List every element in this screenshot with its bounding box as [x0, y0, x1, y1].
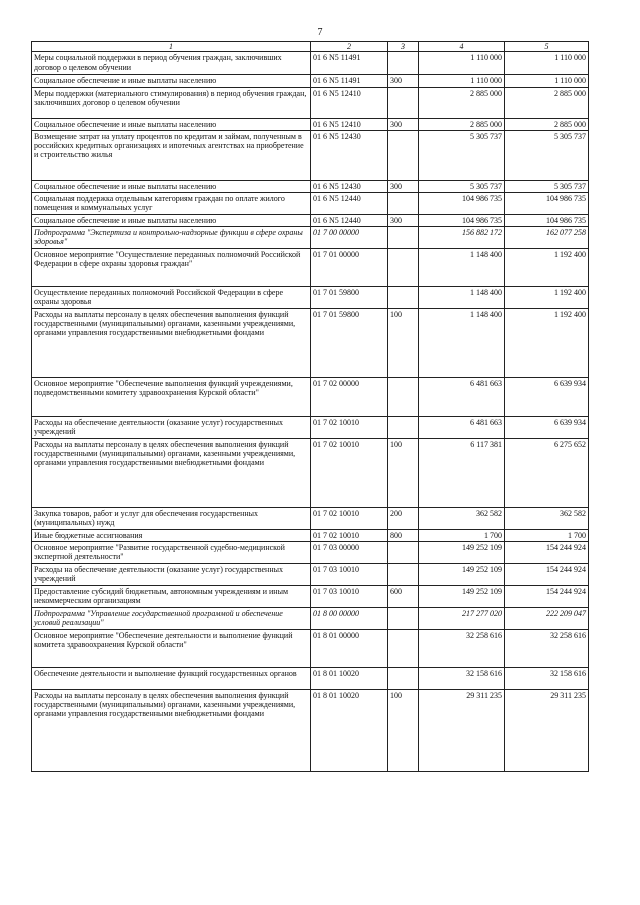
row-code-cell: 01 7 01 59800: [311, 286, 388, 308]
table-body: [32, 52, 589, 771]
row-name-cell: Социальное обеспечение и иные выплаты населению: [32, 118, 311, 130]
row-amount-2-cell: 32 258 616: [505, 629, 589, 667]
row-amount-2-cell: 6 639 934: [505, 416, 589, 438]
row-amount-2-cell: 1 192 400: [505, 248, 589, 286]
row-amount-2-cell: 32 158 616: [505, 667, 589, 689]
row-amount-1-cell: 217 277 020: [419, 607, 505, 629]
row-expense-type-cell: [388, 52, 419, 75]
table-row: [32, 214, 589, 226]
column-header-expense-type: 3: [388, 42, 419, 52]
row-name-cell: Основное мероприятие "Развитие государственной судебно-медицинской экспертной деятельности": [32, 541, 311, 563]
column-header-code: 2: [311, 42, 388, 52]
column-header-name: 1: [32, 42, 311, 52]
row-expense-type-cell: [388, 227, 419, 249]
row-code-cell: 01 8 01 10020: [311, 667, 388, 689]
row-amount-1-cell: 2 885 000: [419, 87, 505, 118]
table-row: [32, 629, 589, 667]
row-name-cell: Расходы на обеспечение деятельности (оказание услуг) государственных учреждений: [32, 416, 311, 438]
row-amount-1-cell: 32 258 616: [419, 629, 505, 667]
row-name-cell: Расходы на обеспечение деятельности (оказание услуг) государственных учреждений: [32, 563, 311, 585]
row-amount-2-cell: 104 986 735: [505, 193, 589, 215]
row-expense-type-cell: 100: [388, 689, 419, 771]
table-row: [32, 607, 589, 629]
table-row: [32, 248, 589, 286]
row-amount-1-cell: 32 158 616: [419, 667, 505, 689]
row-name-cell: Основное мероприятие "Обеспечение деятельности и выполнение функций комитета здравоохранения Курской области": [32, 629, 311, 667]
row-amount-2-cell: 1 700: [505, 529, 589, 541]
row-code-cell: 01 6 N5 11491: [311, 75, 388, 87]
row-code-cell: 01 6 N5 12440: [311, 193, 388, 215]
row-amount-1-cell: 1 110 000: [419, 75, 505, 87]
row-amount-2-cell: 29 311 235: [505, 689, 589, 771]
column-header-amount-2: 5: [505, 42, 589, 52]
row-name-cell: Расходы на выплаты персоналу в целях обеспечения выполнения функций государственными (муниципальными) органами, казенными учреждениями, органами управления государственными внебюджетными фондами: [32, 438, 311, 507]
table-row: [32, 52, 589, 75]
row-amount-2-cell: 104 986 735: [505, 214, 589, 226]
row-name-cell: Расходы на выплаты персоналу в целях обеспечения выполнения функций государственными (муниципальными) органами, казенными учреждениями, органами управления государственными внебюджетными фондами: [32, 689, 311, 771]
row-code-cell: 01 6 N5 11491: [311, 52, 388, 75]
row-expense-type-cell: [388, 541, 419, 563]
row-code-cell: 01 8 01 00000: [311, 629, 388, 667]
row-amount-2-cell: 222 209 047: [505, 607, 589, 629]
table-row: [32, 585, 589, 607]
row-expense-type-cell: [388, 130, 419, 180]
table-row: [32, 541, 589, 563]
table-row: [32, 286, 589, 308]
row-code-cell: 01 8 01 10020: [311, 689, 388, 771]
row-name-cell: Основное мероприятие "Обеспечение выполнения функций учреждениями, подведомственными комитету здравоохранения Курской области": [32, 377, 311, 416]
column-header-amount-1: 4: [419, 42, 505, 52]
row-amount-1-cell: 149 252 109: [419, 541, 505, 563]
row-amount-1-cell: 1 148 400: [419, 248, 505, 286]
row-code-cell: 01 7 01 00000: [311, 248, 388, 286]
row-amount-2-cell: 6 639 934: [505, 377, 589, 416]
table-row: [32, 529, 589, 541]
row-amount-1-cell: 156 882 172: [419, 227, 505, 249]
table-row: [32, 227, 589, 249]
row-expense-type-cell: 300: [388, 75, 419, 87]
row-code-cell: 01 6 N5 12430: [311, 180, 388, 192]
row-name-cell: Обеспечение деятельности и выполнение функций государственных органов: [32, 667, 311, 689]
row-name-cell: Подпрограмма "Экспертиза и контрольно-надзорные функции в сфере охраны здоровья": [32, 227, 311, 249]
table-row: [32, 130, 589, 180]
row-amount-2-cell: 154 244 924: [505, 563, 589, 585]
table-row: [32, 180, 589, 192]
row-expense-type-cell: [388, 377, 419, 416]
row-amount-2-cell: 2 885 000: [505, 118, 589, 130]
row-expense-type-cell: 800: [388, 529, 419, 541]
row-amount-1-cell: 2 885 000: [419, 118, 505, 130]
row-amount-1-cell: 5 305 737: [419, 180, 505, 192]
row-name-cell: Предоставление субсидий бюджетным, автономным учреждениям и иным некоммерческим организациям: [32, 585, 311, 607]
table-row: [32, 75, 589, 87]
page-number: 7: [317, 27, 323, 38]
row-amount-1-cell: 149 252 109: [419, 563, 505, 585]
row-expense-type-cell: [388, 667, 419, 689]
row-expense-type-cell: [388, 193, 419, 215]
row-name-cell: Основное мероприятие "Осуществление переданных полномочий Российской Федерации в сфере охраны здоровья граждан": [32, 248, 311, 286]
row-code-cell: 01 7 03 00000: [311, 541, 388, 563]
row-name-cell: Меры поддержки (материального стимулирования) в период обучения граждан, заключивших договор о целевом обучении: [32, 87, 311, 118]
table-row: [32, 193, 589, 215]
table-row: [32, 87, 589, 118]
row-code-cell: 01 7 03 10010: [311, 563, 388, 585]
table-row: [32, 507, 589, 529]
row-expense-type-cell: [388, 416, 419, 438]
row-name-cell: Социальная поддержка отдельным категориям граждан по оплате жилого помещения и коммунальных услуг: [32, 193, 311, 215]
row-code-cell: 01 7 02 10010: [311, 438, 388, 507]
row-amount-2-cell: 2 885 000: [505, 87, 589, 118]
row-expense-type-cell: [388, 563, 419, 585]
row-name-cell: Закупка товаров, работ и услуг для обеспечения государственных (муниципальных) нужд: [32, 507, 311, 529]
row-expense-type-cell: [388, 286, 419, 308]
row-amount-2-cell: 154 244 924: [505, 541, 589, 563]
row-amount-2-cell: 1 192 400: [505, 308, 589, 377]
row-name-cell: Осуществление переданных полномочий Российской Федерации в сфере охраны здоровья: [32, 286, 311, 308]
budget-table: [31, 41, 589, 772]
row-amount-1-cell: 104 986 735: [419, 193, 505, 215]
row-amount-2-cell: 5 305 737: [505, 180, 589, 192]
row-code-cell: 01 7 01 59800: [311, 308, 388, 377]
row-amount-1-cell: 362 582: [419, 507, 505, 529]
row-amount-2-cell: 1 192 400: [505, 286, 589, 308]
row-expense-type-cell: 300: [388, 118, 419, 130]
row-amount-1-cell: 6 481 663: [419, 416, 505, 438]
table-row: [32, 308, 589, 377]
table-row: [32, 438, 589, 507]
row-expense-type-cell: 100: [388, 308, 419, 377]
row-name-cell: Расходы на выплаты персоналу в целях обеспечения выполнения функций государственными (муниципальными) органами, казенными учреждениями, органами управления государственными внебюджетными фондами: [32, 308, 311, 377]
table-row: [32, 689, 589, 771]
row-amount-1-cell: 104 986 735: [419, 214, 505, 226]
row-name-cell: Иные бюджетные ассигнования: [32, 529, 311, 541]
row-name-cell: Социальное обеспечение и иные выплаты населению: [32, 180, 311, 192]
row-amount-1-cell: 6 117 381: [419, 438, 505, 507]
row-name-cell: Подпрограмма "Управление государственной программой и обеспечение условий реализации": [32, 607, 311, 629]
row-amount-2-cell: 6 275 652: [505, 438, 589, 507]
row-code-cell: 01 6 N5 12440: [311, 214, 388, 226]
table-row: [32, 416, 589, 438]
row-expense-type-cell: 100: [388, 438, 419, 507]
table-row: [32, 377, 589, 416]
row-name-cell: Возмещение затрат на уплату процентов по кредитам и займам, полученным в российских кредитных организациях и ипотечных агентствах на приобретение и строительство жилья: [32, 130, 311, 180]
row-code-cell: 01 6 N5 12410: [311, 87, 388, 118]
row-expense-type-cell: [388, 248, 419, 286]
row-name-cell: Социальное обеспечение и иные выплаты населению: [32, 214, 311, 226]
row-name-cell: Меры социальной поддержки в период обучения граждан, заключивших договор о целевом обучении: [32, 52, 311, 75]
row-expense-type-cell: [388, 607, 419, 629]
row-expense-type-cell: 300: [388, 180, 419, 192]
row-code-cell: 01 6 N5 12430: [311, 130, 388, 180]
table-header-row: [32, 42, 589, 52]
row-amount-2-cell: 1 110 000: [505, 75, 589, 87]
row-code-cell: 01 7 02 10010: [311, 529, 388, 541]
row-code-cell: 01 7 03 10010: [311, 585, 388, 607]
row-code-cell: 01 7 02 10010: [311, 416, 388, 438]
row-name-cell: Социальное обеспечение и иные выплаты населению: [32, 75, 311, 87]
table-row: [32, 563, 589, 585]
row-amount-1-cell: 1 700: [419, 529, 505, 541]
row-amount-1-cell: 5 305 737: [419, 130, 505, 180]
row-expense-type-cell: 600: [388, 585, 419, 607]
row-amount-1-cell: 29 311 235: [419, 689, 505, 771]
table-row: [32, 667, 589, 689]
row-amount-1-cell: 1 148 400: [419, 308, 505, 377]
row-amount-1-cell: 1 148 400: [419, 286, 505, 308]
row-amount-1-cell: 149 252 109: [419, 585, 505, 607]
row-code-cell: 01 7 02 00000: [311, 377, 388, 416]
row-amount-2-cell: 154 244 924: [505, 585, 589, 607]
row-expense-type-cell: [388, 87, 419, 118]
row-expense-type-cell: 300: [388, 214, 419, 226]
row-expense-type-cell: [388, 629, 419, 667]
row-code-cell: 01 8 00 00000: [311, 607, 388, 629]
row-code-cell: 01 7 02 10010: [311, 507, 388, 529]
row-expense-type-cell: 200: [388, 507, 419, 529]
row-amount-2-cell: 362 582: [505, 507, 589, 529]
row-amount-2-cell: 162 077 258: [505, 227, 589, 249]
row-amount-1-cell: 6 481 663: [419, 377, 505, 416]
row-code-cell: 01 7 00 00000: [311, 227, 388, 249]
table-row: [32, 118, 589, 130]
row-amount-2-cell: 5 305 737: [505, 130, 589, 180]
row-amount-1-cell: 1 110 000: [419, 52, 505, 75]
row-amount-2-cell: 1 110 000: [505, 52, 589, 75]
row-code-cell: 01 6 N5 12410: [311, 118, 388, 130]
